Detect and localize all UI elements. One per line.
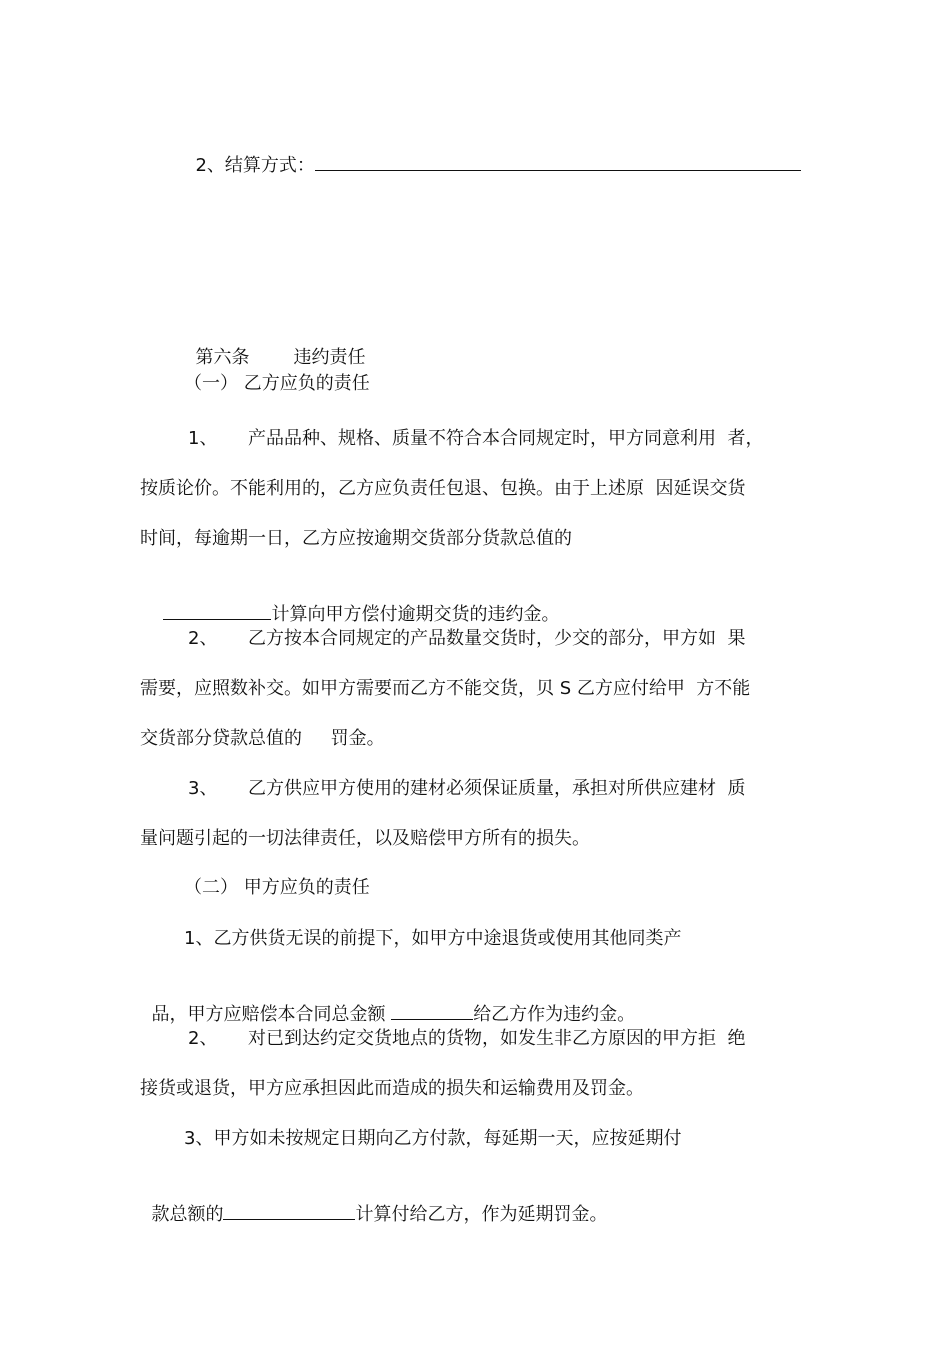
article-number: 第六条 — [195, 347, 250, 368]
paragraph-text: 给乙方作为违约金。 — [473, 1004, 636, 1025]
section-heading-party-a: （二） 甲方应负的责任 — [184, 877, 370, 898]
paragraph-text: 计算付给乙方，作为延期罚金。 — [355, 1204, 608, 1225]
paragraph-line: 对已到达约定交货地点的货物，如发生非乙方原因的甲方拒 绝 — [248, 1028, 746, 1049]
section-heading-party-b: （一） 乙方应负的责任 — [184, 373, 370, 394]
article-title-text: 违约责任 — [293, 347, 366, 368]
fill-blank — [223, 1201, 355, 1220]
fill-blank — [391, 1001, 473, 1020]
item-number: 3、 — [188, 778, 218, 799]
paragraph-text: 款总额的 — [151, 1204, 224, 1225]
paragraph-line: 乙方供应甲方使用的建材必须保证质量，承担对所供应建材 质 — [248, 778, 746, 799]
settlement-blank — [315, 152, 801, 171]
paragraph-text: 品，甲方应赔偿本合同总金额 — [151, 1004, 386, 1025]
paragraph-line: 需要，应照数补交。如甲方需要而乙方不能交货，贝 S 乙方应付给甲 方不能 — [140, 678, 751, 699]
fill-blank — [163, 601, 271, 620]
settlement-label: 2、结算方式： — [195, 155, 315, 176]
paragraph-line: 时间，每逾期一日，乙方应按逾期交货部分货款总值的 — [140, 528, 572, 549]
settlement-line — [184, 128, 801, 178]
article-6-title — [282, 322, 365, 370]
paragraph-line: 乙方按本合同规定的产品数量交货时，少交的部分，甲方如 果 — [248, 628, 746, 649]
paragraph-line: 3、甲方如未按规定日期向乙方付款，每延期一天，应按延期付 — [184, 1128, 682, 1149]
paragraph-line: 产品品种、规格、质量不符合本合同规定时，甲方同意利用 者， — [248, 428, 764, 449]
paragraph-line — [140, 1177, 607, 1227]
paragraph-line: 交货部分贷款总值的 罚金。 — [140, 728, 385, 749]
paragraph-line: 1、乙方供货无误的前提下，如甲方中途退货或使用其他同类产 — [184, 928, 682, 949]
paragraph-line: 按质论价。不能利用的，乙方应负责任包退、包换。由于上述原 因延误交货 — [140, 478, 746, 499]
paragraph-line: 量问题引起的一切法律责任，以及赔偿甲方所有的损失。 — [140, 828, 590, 849]
item-number: 2、 — [188, 628, 218, 649]
paragraph-line — [152, 577, 559, 627]
paragraph-line: 接货或退货，甲方应承担因此而造成的损失和运输费用及罚金。 — [140, 1078, 644, 1099]
article-6-heading — [184, 322, 249, 370]
paragraph-text: 计算向甲方偿付逾期交货的违约金。 — [271, 604, 560, 625]
item-number: 2、 — [188, 1028, 218, 1049]
paragraph-line — [140, 977, 635, 1027]
item-number: 1、 — [188, 428, 218, 449]
